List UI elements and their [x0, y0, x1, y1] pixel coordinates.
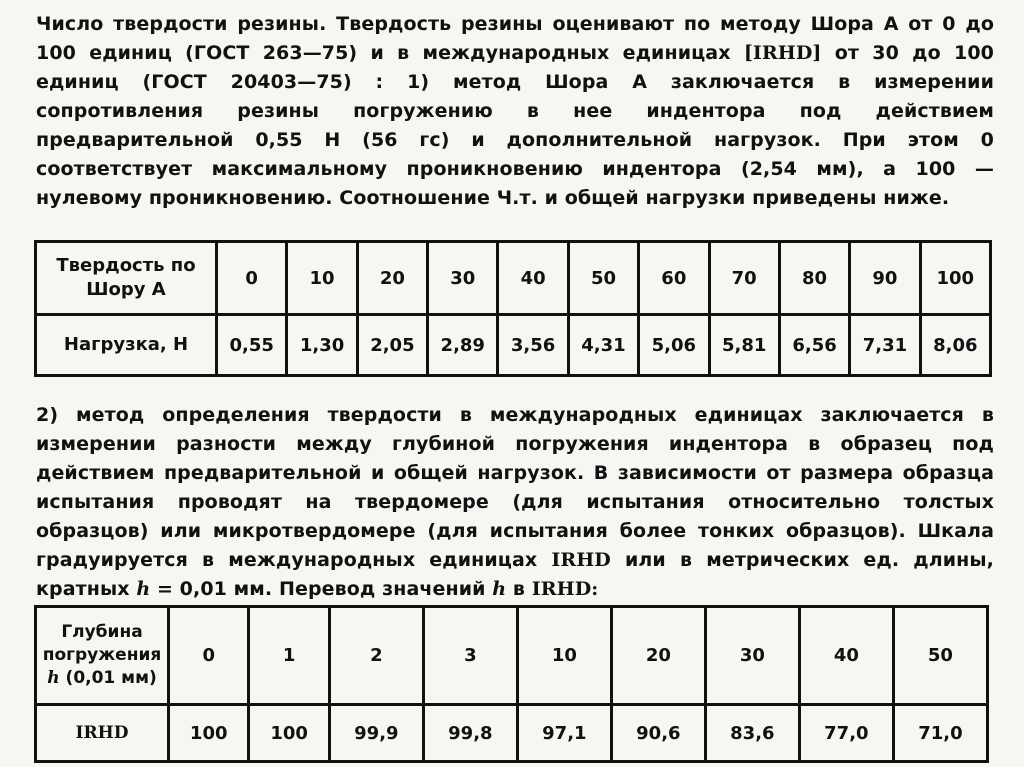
table-header-cell: 2: [329, 607, 423, 705]
irhd-term: IRHD:: [531, 578, 599, 600]
table-header-cell: 90: [850, 242, 920, 315]
table-header-cell: 0: [217, 242, 287, 315]
paragraph-text: = 0,01 мм. Перевод значений: [150, 578, 493, 600]
table-row-label: IRHD: [36, 705, 169, 762]
paragraph-text: или в метрических ед. длины, кратных: [36, 549, 994, 600]
paragraph-lead: Число твердости резины.: [36, 13, 327, 35]
table-cell: 99,8: [423, 705, 517, 762]
table-cell: 90,6: [611, 705, 705, 762]
table-cell: 77,0: [799, 705, 893, 762]
depth-irhd-table: [34, 605, 989, 763]
table-header-cell: 50: [893, 607, 987, 705]
shore-load-table: [34, 240, 992, 377]
header-line: [37, 667, 167, 690]
header-unit: (0,01 мм): [59, 668, 157, 688]
table-header-cell: 20: [357, 242, 427, 315]
table-header-cell: 80: [779, 242, 849, 315]
table-cell: 100: [169, 705, 249, 762]
variable-h: h: [136, 578, 151, 600]
irhd-term: IRHD: [551, 549, 611, 571]
table-cell: 100: [249, 705, 329, 762]
table-header-cell: 40: [799, 607, 893, 705]
table-header-cell: 1: [249, 607, 329, 705]
table-cell: 99,9: [329, 705, 423, 762]
variable-h: h: [47, 668, 60, 688]
table-header-cell: 40: [498, 242, 568, 315]
table-header-cell: 50: [568, 242, 638, 315]
table-cell: 2,89: [428, 315, 498, 376]
table-header-cell: 60: [639, 242, 709, 315]
table-cell: 71,0: [893, 705, 987, 762]
table-header-row: [36, 242, 991, 315]
table-header-cell: 10: [517, 607, 611, 705]
table-cell: 0,55: [217, 315, 287, 376]
table-header-cell: 20: [611, 607, 705, 705]
header-line: погружения: [42, 645, 162, 665]
table-header-label: Твердость по Шору А: [36, 242, 217, 315]
table-cell: 83,6: [705, 705, 799, 762]
paragraph-text: от 30 до 100 единиц (ГОСТ 20403—75) : 1) метод Шора А заключается в измерении сопротивления резины погружению в нее индентора под действием предварительной 0,55 Н (56 гс) и дополнительной нагрузок. При этом 0 соответствует максимальному проникновению индентора (2,54 мм), а 100 — нулевому проникновению. Соотношение Ч.т. и общей нагрузки приведены ниже.: [36, 42, 994, 209]
table-cell: 3,56: [498, 315, 568, 376]
paragraph-irhd-method: [36, 401, 994, 604]
table-cell: 8,06: [920, 315, 990, 376]
table-header-cell: 30: [705, 607, 799, 705]
table-cell: 5,06: [639, 315, 709, 376]
irhd-term: [IRHD]: [743, 42, 822, 64]
paragraph-text: 2) метод определения твердости в международных единицах заключается в измерении разности между глубиной погружения индентора в образец под действием предварительной и общей нагрузок. В зависимости от размера образца испытания проводят на твердомере (для испытания относительно толстых образцов) или микротвердомере (для испытания более тонких образцов). Шкала градуируется в международных единицах: [36, 404, 994, 571]
paragraph-text: в: [506, 578, 532, 600]
table-row: [36, 315, 991, 376]
paragraph-text: Твердость резины оценивают по методу Шора А от 0 до 100 единиц (ГОСТ 263—75) и в международных единицах: [36, 13, 994, 64]
table-cell: 4,31: [568, 315, 638, 376]
table-header-cell: 70: [709, 242, 779, 315]
table-header-cell: 100: [920, 242, 990, 315]
table-header-row: [36, 607, 988, 705]
header-line: Глубина: [61, 622, 143, 642]
variable-h: h: [492, 578, 507, 600]
table-cell: 5,81: [709, 315, 779, 376]
table-row: [36, 705, 988, 762]
table-header-cell: 3: [423, 607, 517, 705]
table-cell: 1,30: [287, 315, 357, 376]
table-row-label: Нагрузка, Н: [36, 315, 217, 376]
table-cell: 2,05: [357, 315, 427, 376]
table-cell: 6,56: [779, 315, 849, 376]
table-header-label: [36, 607, 169, 705]
table-cell: 97,1: [517, 705, 611, 762]
table-header-cell: 10: [287, 242, 357, 315]
table-header-cell: 0: [169, 607, 249, 705]
table-cell: 7,31: [850, 315, 920, 376]
paragraph-rubber-hardness: [36, 10, 994, 213]
table-header-cell: 30: [428, 242, 498, 315]
